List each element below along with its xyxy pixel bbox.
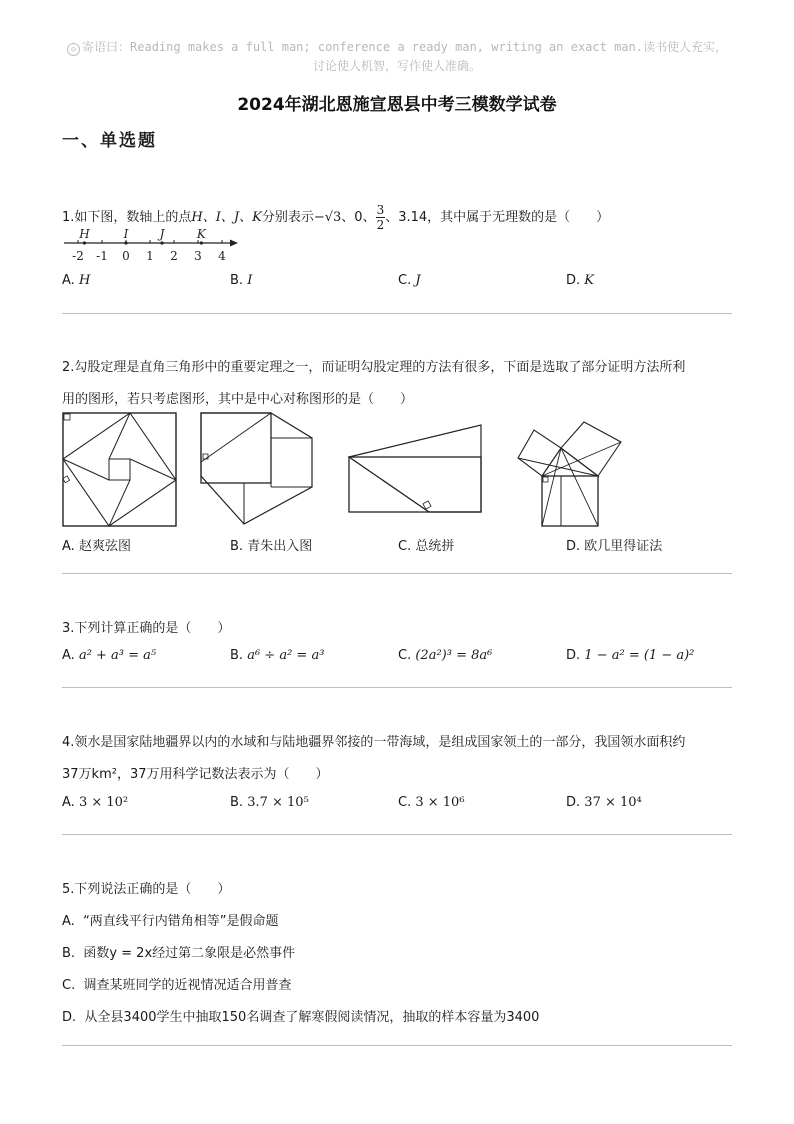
text-label: K xyxy=(584,273,595,288)
text-label: 3 × 10² xyxy=(78,795,129,810)
text-label: 从全县3400学生中抽取150名调查了解寒假阅读情况，抽取的样本容量为3400 xyxy=(84,1010,540,1025)
text-label: J xyxy=(415,273,421,288)
figure-euclid xyxy=(513,418,623,528)
text-label: 欧几里得证法 xyxy=(584,539,663,554)
q3-option-c[interactable] xyxy=(398,648,492,663)
q4-option-d[interactable] xyxy=(566,795,642,810)
text-label: B. xyxy=(230,795,244,810)
motto-line-2: 讨论使人机智，写作使人准确。 xyxy=(312,59,481,73)
axis-point xyxy=(160,241,163,244)
axis-point-label: J xyxy=(159,227,165,241)
text-label: C. xyxy=(398,648,412,663)
text-label: A. xyxy=(62,273,75,288)
text-label: 1 − a² = (1 − a)² xyxy=(584,648,695,663)
q3-option-b[interactable] xyxy=(230,648,324,663)
q1-option-d[interactable] xyxy=(566,273,594,288)
section-heading: 一、单选题 xyxy=(62,131,157,151)
text-label: H、I、J、K xyxy=(191,210,262,225)
axis-point xyxy=(83,241,86,244)
text-label: D. xyxy=(566,795,581,810)
text-label: D. xyxy=(566,648,581,663)
q5-option-a[interactable] xyxy=(62,910,279,929)
axis-tick-label: -1 xyxy=(96,249,108,263)
question-4-stem-line-2: 37万km²，37万用科学记数法表示为（ ） xyxy=(62,767,329,782)
question-4-stem-line-1: 4.领水是国家陆地疆界以内的水域和与陆地疆界邻接的一带海域，是组成国家领土的一部分，我国领水面积约 xyxy=(62,735,686,750)
text-label: A. xyxy=(62,795,75,810)
q1-option-a[interactable] xyxy=(62,273,90,288)
text-label: I xyxy=(247,273,253,288)
motto-line-1 xyxy=(0,38,794,57)
axis-tick-label: 2 xyxy=(170,249,178,263)
axis-tick-label: 4 xyxy=(218,249,226,263)
q5-option-b[interactable] xyxy=(62,942,295,961)
axis-tick-label: 3 xyxy=(194,249,202,263)
figure-zhao-shuang xyxy=(62,412,178,528)
text-label: 青朱出入图 xyxy=(247,539,313,554)
text-label: 3 xyxy=(376,203,385,217)
axis-point-label: K xyxy=(196,227,206,241)
text-label: B. xyxy=(230,648,244,663)
text-label: C. xyxy=(398,539,412,554)
q2-option-b[interactable] xyxy=(230,535,312,554)
text-label: C. xyxy=(398,273,412,288)
text-label: A. xyxy=(62,648,75,663)
divider xyxy=(62,573,732,574)
question-2-stem-line-1: 2.勾股定理是直角三角形中的重要定理之一，而证明勾股定理的方法有很多，下面是选取了部分证明方法所利 xyxy=(62,360,686,375)
q4-option-c[interactable] xyxy=(398,795,465,810)
divider xyxy=(62,313,732,314)
q3-option-d[interactable] xyxy=(566,648,694,663)
axis-point xyxy=(124,241,127,244)
text-label: 函数y = 2x经过第二象限是必然事件 xyxy=(83,946,296,961)
fraction xyxy=(376,203,386,232)
text-label: B. xyxy=(230,539,244,554)
axis-tick-label: 0 xyxy=(122,249,130,263)
text-label: −√3 xyxy=(313,210,342,225)
question-5-stem: 5.下列说法正确的是（ ） xyxy=(62,882,231,897)
q5-option-d[interactable] xyxy=(62,1006,539,1025)
text-label: B. xyxy=(230,273,244,288)
q1-option-b[interactable] xyxy=(230,273,252,288)
text-label: 赵爽弦图 xyxy=(78,539,131,554)
text-label: D. xyxy=(566,539,581,554)
number-line xyxy=(62,226,242,266)
text-label: C. xyxy=(62,978,76,993)
divider xyxy=(62,1045,732,1046)
text-label: 37 × 10⁴ xyxy=(584,795,642,810)
text-label: (2a²)³ = 8a⁶ xyxy=(415,648,493,663)
text-label: A. xyxy=(62,539,75,554)
text-label: A. xyxy=(62,914,75,929)
text-label: 3 × 10⁶ xyxy=(415,795,465,810)
text-label: C. xyxy=(398,795,412,810)
smiley-icon: ☺ xyxy=(67,43,80,56)
axis-tick-label: 1 xyxy=(146,249,154,263)
axis-point-label: I xyxy=(123,227,129,241)
q2-option-c[interactable] xyxy=(398,535,454,554)
text-label: D. xyxy=(566,273,581,288)
axis-point xyxy=(200,241,203,244)
q2-option-d[interactable] xyxy=(566,535,662,554)
text-label: “两直线平行内错角相等”是假命题 xyxy=(83,914,279,929)
divider xyxy=(62,834,732,835)
text-label: 2 xyxy=(376,218,385,232)
text-label: 寄语曰：Reading makes a full man; conference a ready man, writing an exact man.读书使人充实， xyxy=(82,40,727,54)
q4-option-b[interactable] xyxy=(230,795,309,810)
text-label: 1.如下图，数轴上的点 xyxy=(62,210,192,225)
text-label: D. xyxy=(62,1010,77,1025)
figure-qing-zhu xyxy=(198,410,318,528)
q1-option-c[interactable] xyxy=(398,273,421,288)
question-2-stem-line-2: 用的图形，若只考虑图形，其中是中心对称图形的是（ ） xyxy=(62,392,414,407)
divider xyxy=(62,687,732,688)
motto xyxy=(0,38,794,76)
text-label: a² + a³ = a⁵ xyxy=(78,648,157,663)
q2-option-a[interactable] xyxy=(62,535,131,554)
axis-point-label: H xyxy=(79,227,90,241)
question-3-stem: 3.下列计算正确的是（ ） xyxy=(62,621,231,636)
text-label: 调查某班同学的近视情况适合用普查 xyxy=(83,978,292,993)
text-label: H xyxy=(78,273,91,288)
text-label: 总统拼 xyxy=(415,539,455,554)
text-label: 、0、 xyxy=(341,210,376,225)
page-title: 2024年湖北恩施宣恩县中考三模数学试卷 xyxy=(237,95,557,115)
text-label: a⁶ ÷ a² = a³ xyxy=(247,648,325,663)
q4-option-a[interactable] xyxy=(62,795,128,810)
axis-tick-label: -2 xyxy=(72,249,84,263)
q5-option-c[interactable] xyxy=(62,974,292,993)
text-label: 、3.14，其中属于无理数的是（ ） xyxy=(385,210,610,225)
text-label: 3.7 × 10⁵ xyxy=(247,795,309,810)
figure-president xyxy=(346,420,486,516)
text-label: 分别表示 xyxy=(261,210,314,225)
text-label: B. xyxy=(62,946,76,961)
q3-option-a[interactable] xyxy=(62,648,156,663)
